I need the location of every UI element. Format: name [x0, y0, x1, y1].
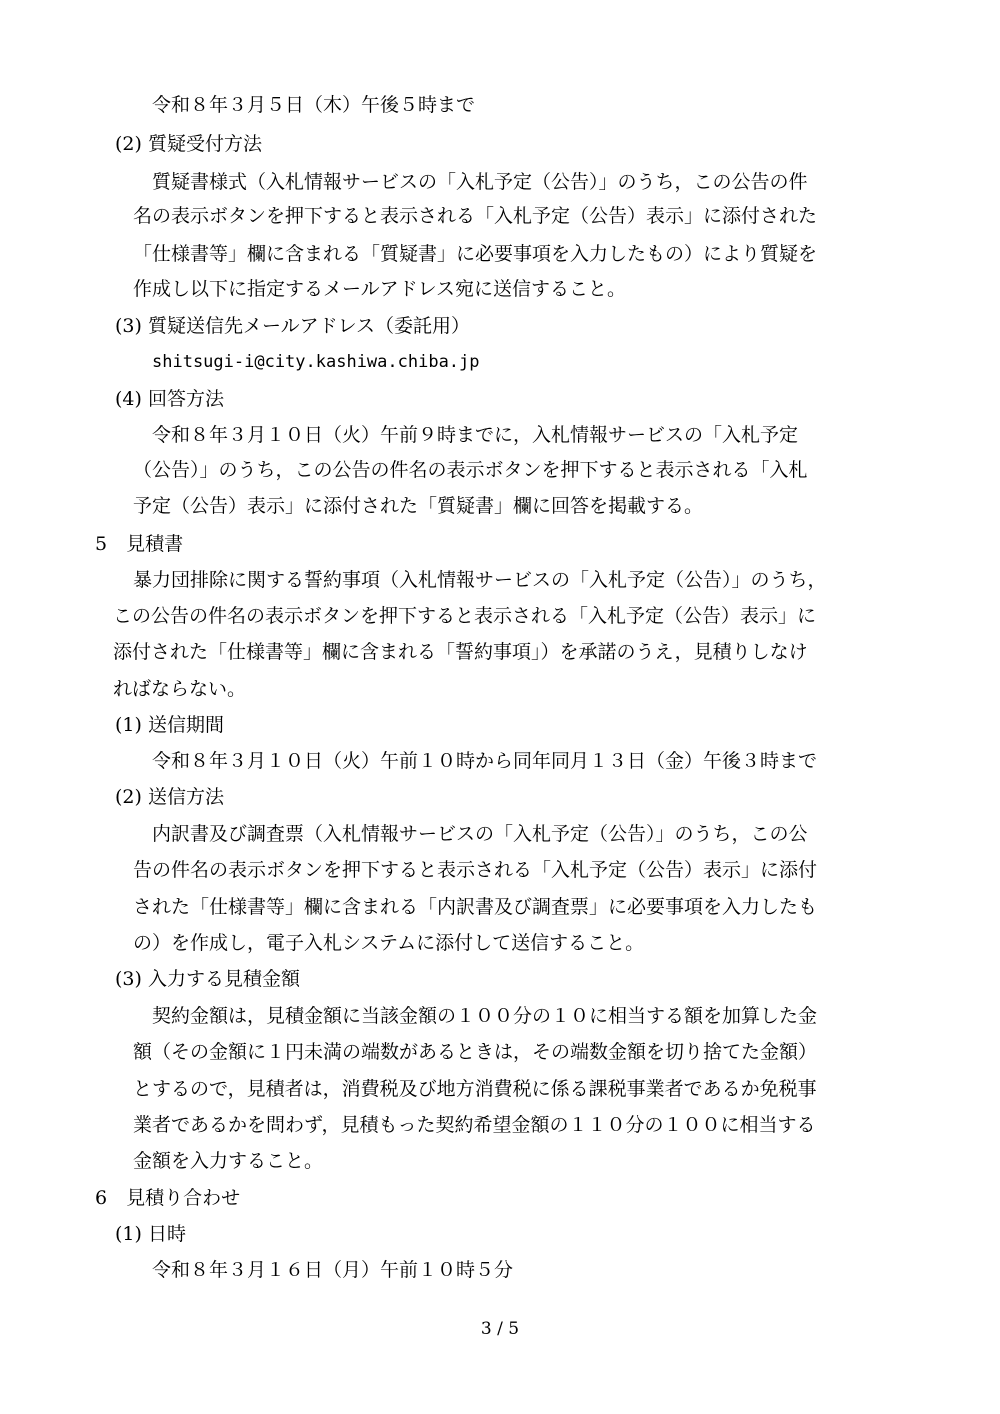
- text-line: 質疑書様式（入札情報サービスの「入札予定（公告）」のうち，この公告の件: [152, 171, 808, 193]
- email-address: shitsugi-i@city.kashiwa.chiba.jp: [152, 352, 480, 372]
- text-line: 添付された「仕様書等」欄に含まれる「誓約事項」）を承諾のうえ，見積りしなけ: [113, 641, 808, 663]
- text-line: 告の件名の表示ボタンを押下すると表示される「入札予定（公告）表示」に添付: [133, 859, 818, 881]
- text-line: 令和８年３月１０日（火）午前１０時から同年同月１３日（金）午後３時まで: [152, 750, 818, 772]
- text-line: 業者であるかを問わず，見積もった契約希望金額の１１０分の１００に相当する: [133, 1114, 816, 1136]
- text-line: 金額を入力すること。: [133, 1150, 324, 1172]
- text-line: 令和８年３月１０日（火）午前９時までに，入札情報サービスの「入札予定: [152, 424, 799, 446]
- text-line: 内訳書及び調査票（入札情報サービスの「入札予定（公告）」のうち，この公: [152, 823, 808, 845]
- chapter-heading: 6 見積り合わせ: [95, 1187, 241, 1209]
- section-heading: (3) 質疑送信先メールアドレス（委託用）: [115, 315, 471, 337]
- text-line: 額（その金額に１円未満の端数があるときは，その端数金額を切り捨てた金額）: [133, 1041, 818, 1063]
- text-line: の）を作成し，電子入札システムに添付して送信すること。: [133, 932, 645, 954]
- text-line: この公告の件名の表示ボタンを押下すると表示される「入札予定（公告）表示」に: [113, 605, 817, 627]
- section-heading: (2) 質疑受付方法: [115, 133, 262, 155]
- text-line: とするので，見積者は，消費税及び地方消費税に係る課税事業者であるか免税事: [133, 1078, 817, 1100]
- chapter-heading: 5 見積書: [95, 533, 184, 555]
- text-line: された「仕様書等」欄に含まれる「内訳書及び調査票」に必要事項を入力したも: [133, 896, 818, 918]
- section-heading: (3) 入力する見積金額: [115, 968, 300, 990]
- section-heading: (2) 送信方法: [115, 786, 224, 808]
- text-line: ればならない。: [113, 678, 247, 700]
- text-line: 「仕様書等」欄に含まれる「質疑書」に必要事項を入力したもの）により質疑を: [133, 243, 818, 265]
- section-heading: (1) 送信期間: [115, 714, 224, 736]
- text-line: 契約金額は，見積金額に当該金額の１００分の１０に相当する額を加算した金: [152, 1005, 818, 1027]
- text-line: 令和８年３月１６日（月）午前１０時５分: [152, 1259, 514, 1281]
- text-line: 令和８年３月５日（木）午後５時まで: [152, 94, 476, 116]
- text-line: 名の表示ボタンを押下すると表示される「入札予定（公告）表示」に添付された: [133, 205, 818, 227]
- text-line: 作成し以下に指定するメールアドレス宛に送信すること。: [133, 278, 627, 300]
- page-number: 3 / 5: [480, 1319, 520, 1339]
- text-line: 暴力団排除に関する誓約事項（入札情報サービスの「入札予定（公告）」のうち，: [133, 569, 827, 591]
- section-heading: (1) 日時: [115, 1223, 186, 1245]
- section-heading: (4) 回答方法: [115, 388, 224, 410]
- text-line: 予定（公告）表示」に添付された「質疑書」欄に回答を掲載する。: [133, 495, 704, 517]
- text-line: （公告）」のうち，この公告の件名の表示ボタンを押下すると表示される「入札: [133, 459, 808, 481]
